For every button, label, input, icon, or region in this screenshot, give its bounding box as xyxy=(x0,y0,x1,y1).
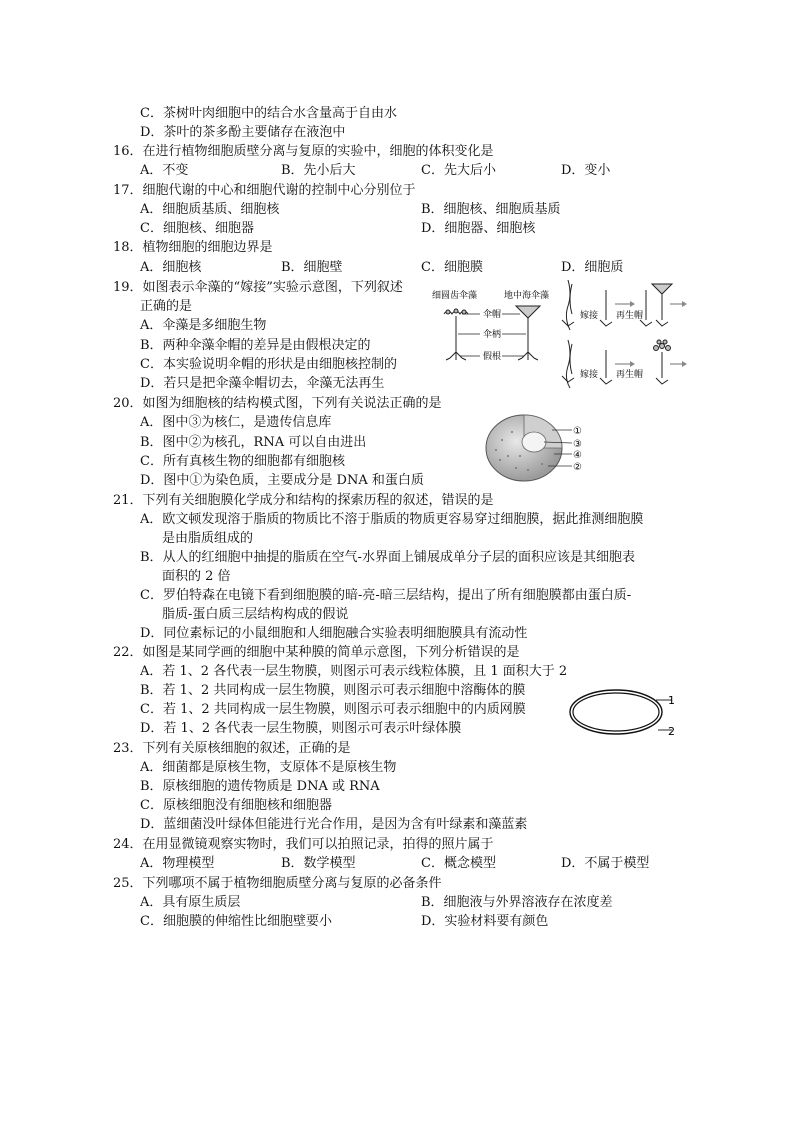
membrane-label-2: 2 xyxy=(668,725,675,738)
q17-option-d: D．细胞器、细胞核 xyxy=(421,221,536,236)
membrane-label-1: 1 xyxy=(668,694,675,707)
cap-label: 伞帽 xyxy=(483,310,502,320)
q25-stem: 25．下列哪项不属于植物细胞质壁分离与复原的必备条件 xyxy=(113,876,442,891)
q19-option-b: B．两种伞藻伞帽的差异是由假根决定的 xyxy=(140,338,371,353)
q19-option-c: C．本实验说明伞帽的形状是由细胞核控制的 xyxy=(140,357,397,372)
q20-option-b: B．图中②为核孔，RNA 可以自由进出 xyxy=(140,435,367,450)
label-3: ③ xyxy=(573,439,582,450)
regen-label-bottom: 再生帽 xyxy=(616,370,644,380)
q19-option-a: A．伞藻是多细胞生物 xyxy=(140,318,267,333)
q23-option-a: A．细菌都是原核生物，支原体不是原核生物 xyxy=(140,760,397,775)
q16-option-b: B．先小后大 xyxy=(281,163,356,178)
q25-option-d: D．实验材料要有颜色 xyxy=(421,914,549,929)
q20-option-d: D．图中①为染色质，主要成分是 DNA 和蛋白质 xyxy=(140,473,424,488)
q24-option-d: D．不属于模型 xyxy=(561,856,650,871)
graft-row-top xyxy=(562,280,672,330)
q16-option-c: C．先大后小 xyxy=(421,163,496,178)
q21-option-d: D．同位素标记的小鼠细胞和人细胞融合实验表明细胞膜具有流动性 xyxy=(140,626,528,641)
membrane-outer xyxy=(570,690,662,734)
q17-option-b: B．细胞核、细胞质基质 xyxy=(421,202,561,217)
regen-label-top: 再生帽 xyxy=(616,311,644,321)
q25-option-c: C．细胞膜的伸缩性比细胞壁要小 xyxy=(140,914,332,929)
q18-option-d: D．细胞质 xyxy=(561,260,624,275)
q25-option-b: B．细胞液与外界溶液存在浓度差 xyxy=(421,895,613,910)
q20-option-c: C．所有真核生物的细胞都有细胞核 xyxy=(140,454,345,469)
graft-label-top: 嫁接 xyxy=(580,311,599,321)
q20-stem: 20．如图为细胞核的结构模式图，下列有关说法正确的是 xyxy=(113,396,442,411)
q21-option-a-cont: 是由脂质组成的 xyxy=(162,531,254,546)
q15-option-c: C．茶树叶肉细胞中的结合水含量高于自由水 xyxy=(140,106,397,121)
q24-stem: 24．在用显微镜观察实物时，我们可以拍照记录，拍得的照片属于 xyxy=(113,837,494,852)
q23-stem: 23．下列有关原核细胞的叙述，正确的是 xyxy=(113,741,351,756)
q20-option-a: A．图中③为核仁，是遗传信息库 xyxy=(140,415,332,430)
acetabularia-graft-figure xyxy=(430,276,692,394)
q21-option-b-cont: 面积的 2 倍 xyxy=(162,569,231,584)
q15-option-d: D．茶叶的茶多酚主要储存在液泡中 xyxy=(140,125,346,140)
stalk-label: 伞柄 xyxy=(483,330,502,340)
q16-option-d: D．变小 xyxy=(561,163,611,178)
species1-drawing xyxy=(444,309,468,360)
nucleolus xyxy=(522,432,546,452)
q24-option-c: C．概念模型 xyxy=(421,856,496,871)
label-1: ① xyxy=(573,426,582,437)
q17-option-a: A．细胞质基质、细胞核 xyxy=(140,202,280,217)
membrane-inner xyxy=(573,693,659,731)
q21-stem: 21．下列有关细胞膜化学成分和结构的探索历程的叙述，错误的是 xyxy=(113,493,494,508)
q16-option-a: A．不变 xyxy=(140,163,189,178)
q22-option-c: C．若 1、2 共同构成一层生物膜，则图示可表示细胞中的内质网膜 xyxy=(140,702,526,717)
label-4: ④ xyxy=(573,450,582,461)
q25-option-a: A．具有原生质层 xyxy=(140,895,241,910)
q21-option-a: A．欧文顿发现溶于脂质的物质比不溶于脂质的物质更容易穿过细胞膜，据此推测细胞膜 xyxy=(140,512,644,527)
q23-option-d: D．蓝细菌没叶绿体但能进行光合作用，是因为含有叶绿素和藻蓝素 xyxy=(140,817,528,832)
membrane-diagram xyxy=(566,686,686,740)
q19-stem-cont: 正确的是 xyxy=(140,299,193,314)
q23-option-b: B．原核细胞的遗传物质是 DNA 或 RNA xyxy=(140,779,380,794)
q24-option-b: B．数学模型 xyxy=(281,856,356,871)
rhizoid-label: 假根 xyxy=(483,352,502,362)
q17-stem: 17．细胞代谢的中心和细胞代谢的控制中心分别位于 xyxy=(113,183,416,198)
q19-option-d: D．若只是把伞藻伞帽切去，伞藻无法再生 xyxy=(140,376,385,391)
q19-stem: 19．如图表示伞藻的“嫁接”实验示意图，下列叙述 xyxy=(113,280,403,295)
q21-option-b: B．从人的红细胞中抽提的脂质在空气-水界面上铺展成单分子层的面积应该是其细胞表 xyxy=(140,550,635,565)
q18-option-b: B．细胞壁 xyxy=(281,260,343,275)
q16-stem: 16．在进行植物细胞质壁分离与复原的实验中，细胞的体积变化是 xyxy=(113,144,494,159)
q18-option-a: A．细胞核 xyxy=(140,260,202,275)
species2-label: 地中海伞藻 xyxy=(504,291,550,301)
q22-stem: 22．如图是某同学画的细胞中某种膜的简单示意图，下列分析错误的是 xyxy=(113,645,520,660)
q22-option-a: A．若 1、2 各代表一层生物膜，则图示可表示线粒体膜，且 1 面积大于 2 xyxy=(140,664,568,679)
species1-label: 细圆齿伞藻 xyxy=(432,291,478,301)
q17-option-c: C．细胞核、细胞器 xyxy=(140,221,254,236)
q18-stem: 18．植物细胞的细胞边界是 xyxy=(113,240,273,255)
q21-option-c-cont: 脂质-蛋白质三层结构构成的假说 xyxy=(162,607,349,622)
q24-option-a: A．物理模型 xyxy=(140,856,215,871)
q23-option-c: C．原核细胞没有细胞核和细胞器 xyxy=(140,798,332,813)
q21-option-c: C．罗伯特森在电镜下看到细胞膜的暗-亮-暗三层结构，提出了所有细胞膜都由蛋白质- xyxy=(140,588,632,603)
nucleus-structure-figure xyxy=(482,410,592,486)
label-2: ② xyxy=(573,462,582,473)
graft-label-bottom: 嫁接 xyxy=(580,370,599,380)
q18-option-c: C．细胞膜 xyxy=(421,260,483,275)
q22-option-d: D．若 1、2 各代表一层生物膜，则图示可表示叶绿体膜 xyxy=(140,721,462,736)
q22-option-b: B．若 1、2 共同构成一层生物膜，则图示可表示细胞中溶酶体的膜 xyxy=(140,683,526,698)
